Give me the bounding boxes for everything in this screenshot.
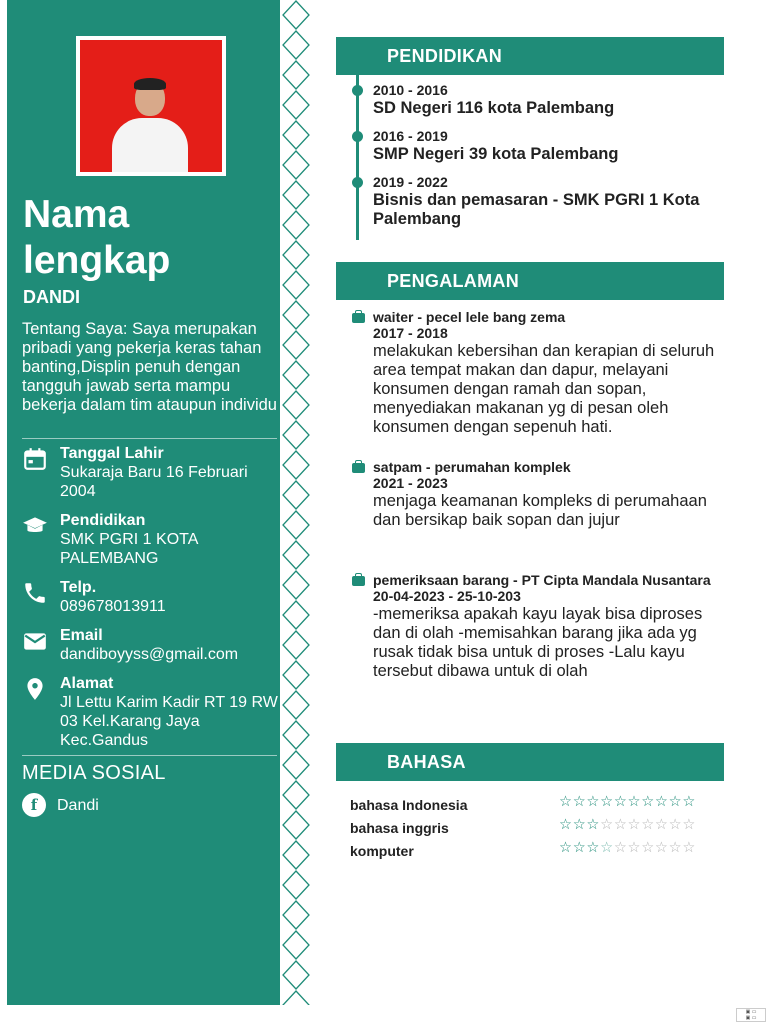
phone-icon (22, 580, 48, 606)
star-icon: ☆ (668, 817, 683, 833)
timeline-dot (352, 131, 363, 142)
job-title: pemeriksaan barang - PT Cipta Mandala Nusantara (373, 572, 711, 588)
star-icon: ☆ (627, 817, 642, 833)
education-item (373, 174, 723, 229)
job-year: 20-04-2023 - 25-10-203 (373, 588, 521, 604)
job-year: 2021 - 2023 (373, 475, 448, 491)
info-address (22, 674, 282, 750)
star-icon: ☆ (641, 817, 655, 833)
scanner-watermark: ▣ ▭ ▣ ▭ (736, 1008, 766, 1022)
education-school: SMP Negeri 39 kota Palembang (373, 145, 619, 163)
education-item (373, 82, 723, 118)
divider (22, 755, 277, 756)
info-value: dandiboyyss@gmail.com (60, 646, 239, 663)
star-rating (559, 840, 696, 856)
star-icon: ☆ (627, 840, 642, 856)
experience-item (373, 572, 723, 681)
star-icon: ☆ (682, 817, 697, 833)
info-phone (22, 578, 282, 616)
star-icon: ☆ (586, 794, 601, 810)
star-icon: ☆ (627, 794, 642, 810)
education-timeline (356, 74, 359, 240)
info-email (22, 626, 282, 664)
job-description: -memeriksa apakah kayu layak bisa diproses dan di olah -memisahkan barang jika ada yg rusak tidak bisa untuk di proses -Lalu kayu tersebut dibawa untuk di olah (373, 605, 703, 680)
star-icon: ☆ (613, 817, 628, 833)
timeline-dot (352, 177, 363, 188)
calendar-icon (22, 446, 48, 472)
info-value: Jl Lettu Karim Kadir RT 19 RW 03 Kel.Karang Jaya Kec.Gandus (60, 694, 278, 749)
star-icon: ☆ (654, 817, 669, 833)
profile-photo (80, 40, 222, 172)
experience-item (373, 309, 723, 437)
star-icon: ☆ (682, 840, 697, 856)
info-label: Telp. (60, 579, 97, 596)
star-icon: ☆ (600, 794, 614, 810)
media-social-title: MEDIA SOSIAL (22, 762, 166, 784)
star-icon: ☆ (600, 840, 614, 856)
star-rating (559, 794, 696, 810)
info-label: Tanggal Lahir (60, 445, 164, 462)
info-value: 089678013911 (60, 598, 166, 615)
info-label: Email (60, 627, 103, 644)
star-icon: ☆ (572, 840, 587, 856)
star-icon: ☆ (668, 794, 683, 810)
job-description: menjaga keamanan kompleks di perumahaan dan bersikap baik sopan dan jujur (373, 492, 707, 529)
language-name: bahasa Indonesia (350, 797, 468, 813)
graduation-cap-icon (22, 513, 48, 539)
social-name[interactable]: Dandi (57, 797, 99, 814)
star-icon: ☆ (682, 794, 697, 810)
info-label: Alamat (60, 675, 114, 692)
decorative-diamond-pattern (282, 0, 310, 1005)
job-year: 2017 - 2018 (373, 325, 448, 341)
job-title: satpam - perumahan komplek (373, 459, 571, 475)
info-label: Pendidikan (60, 512, 146, 529)
star-icon: ☆ (668, 840, 683, 856)
timeline-dot (352, 85, 363, 96)
facebook-icon[interactable]: f (22, 793, 46, 817)
star-icon: ☆ (586, 840, 601, 856)
education-year: 2010 - 2016 (373, 82, 448, 98)
name-title: Nama lengkap (23, 193, 171, 282)
education-item (373, 128, 723, 164)
education-heading: PENDIDIKAN (336, 37, 724, 75)
mail-icon (22, 628, 48, 654)
star-icon: ☆ (559, 817, 573, 833)
star-icon: ☆ (654, 794, 669, 810)
star-icon: ☆ (641, 840, 655, 856)
info-value: Sukaraja Baru 16 Februari 2004 (60, 464, 248, 500)
language-name: bahasa inggris (350, 820, 449, 836)
info-education (22, 511, 282, 568)
star-icon: ☆ (654, 840, 669, 856)
briefcase-icon (352, 463, 365, 473)
info-value: SMK PGRI 1 KOTA PALEMBANG (60, 531, 198, 567)
experience-item (373, 459, 723, 530)
education-school: SD Negeri 116 kota Palembang (373, 99, 615, 117)
about-text: Tentang Saya: Saya merupakan pribadi yang pekerja keras tahan banting,Displin penuh dengan tangguh jawab serta mampu bekerja dalam tim ataupun individu (22, 320, 277, 414)
experience-heading: PENGALAMAN (336, 262, 724, 300)
name-value: DANDI (23, 287, 80, 307)
star-icon: ☆ (572, 794, 587, 810)
info-birthdate (22, 444, 282, 501)
job-description: melakukan kebersihan dan kerapian di seluruh area tempat makan dan dapur, melayani konsumen dengan ramah dan sopan, menyediakan makanan yg di pesan oleh konsumen dengan sepenuh hati. (373, 342, 715, 436)
star-icon: ☆ (586, 817, 601, 833)
star-icon: ☆ (641, 794, 655, 810)
star-icon: ☆ (613, 794, 628, 810)
briefcase-icon (352, 576, 365, 586)
language-name: komputer (350, 843, 414, 859)
language-heading: BAHASA (336, 743, 724, 781)
briefcase-icon (352, 313, 365, 323)
star-icon: ☆ (559, 794, 573, 810)
star-icon: ☆ (613, 840, 628, 856)
job-title: waiter - pecel lele bang zema (373, 309, 566, 325)
sidebar (7, 0, 280, 1005)
profile-photo-frame (76, 36, 226, 176)
education-school: Bisnis dan pemasaran - SMK PGRI 1 Kota Palembang (373, 191, 700, 228)
star-icon: ☆ (572, 817, 587, 833)
divider (22, 438, 277, 439)
star-icon: ☆ (600, 817, 614, 833)
star-rating (559, 817, 696, 833)
education-year: 2019 - 2022 (373, 174, 448, 190)
location-pin-icon (22, 676, 48, 702)
star-icon: ☆ (559, 840, 573, 856)
education-year: 2016 - 2019 (373, 128, 448, 144)
